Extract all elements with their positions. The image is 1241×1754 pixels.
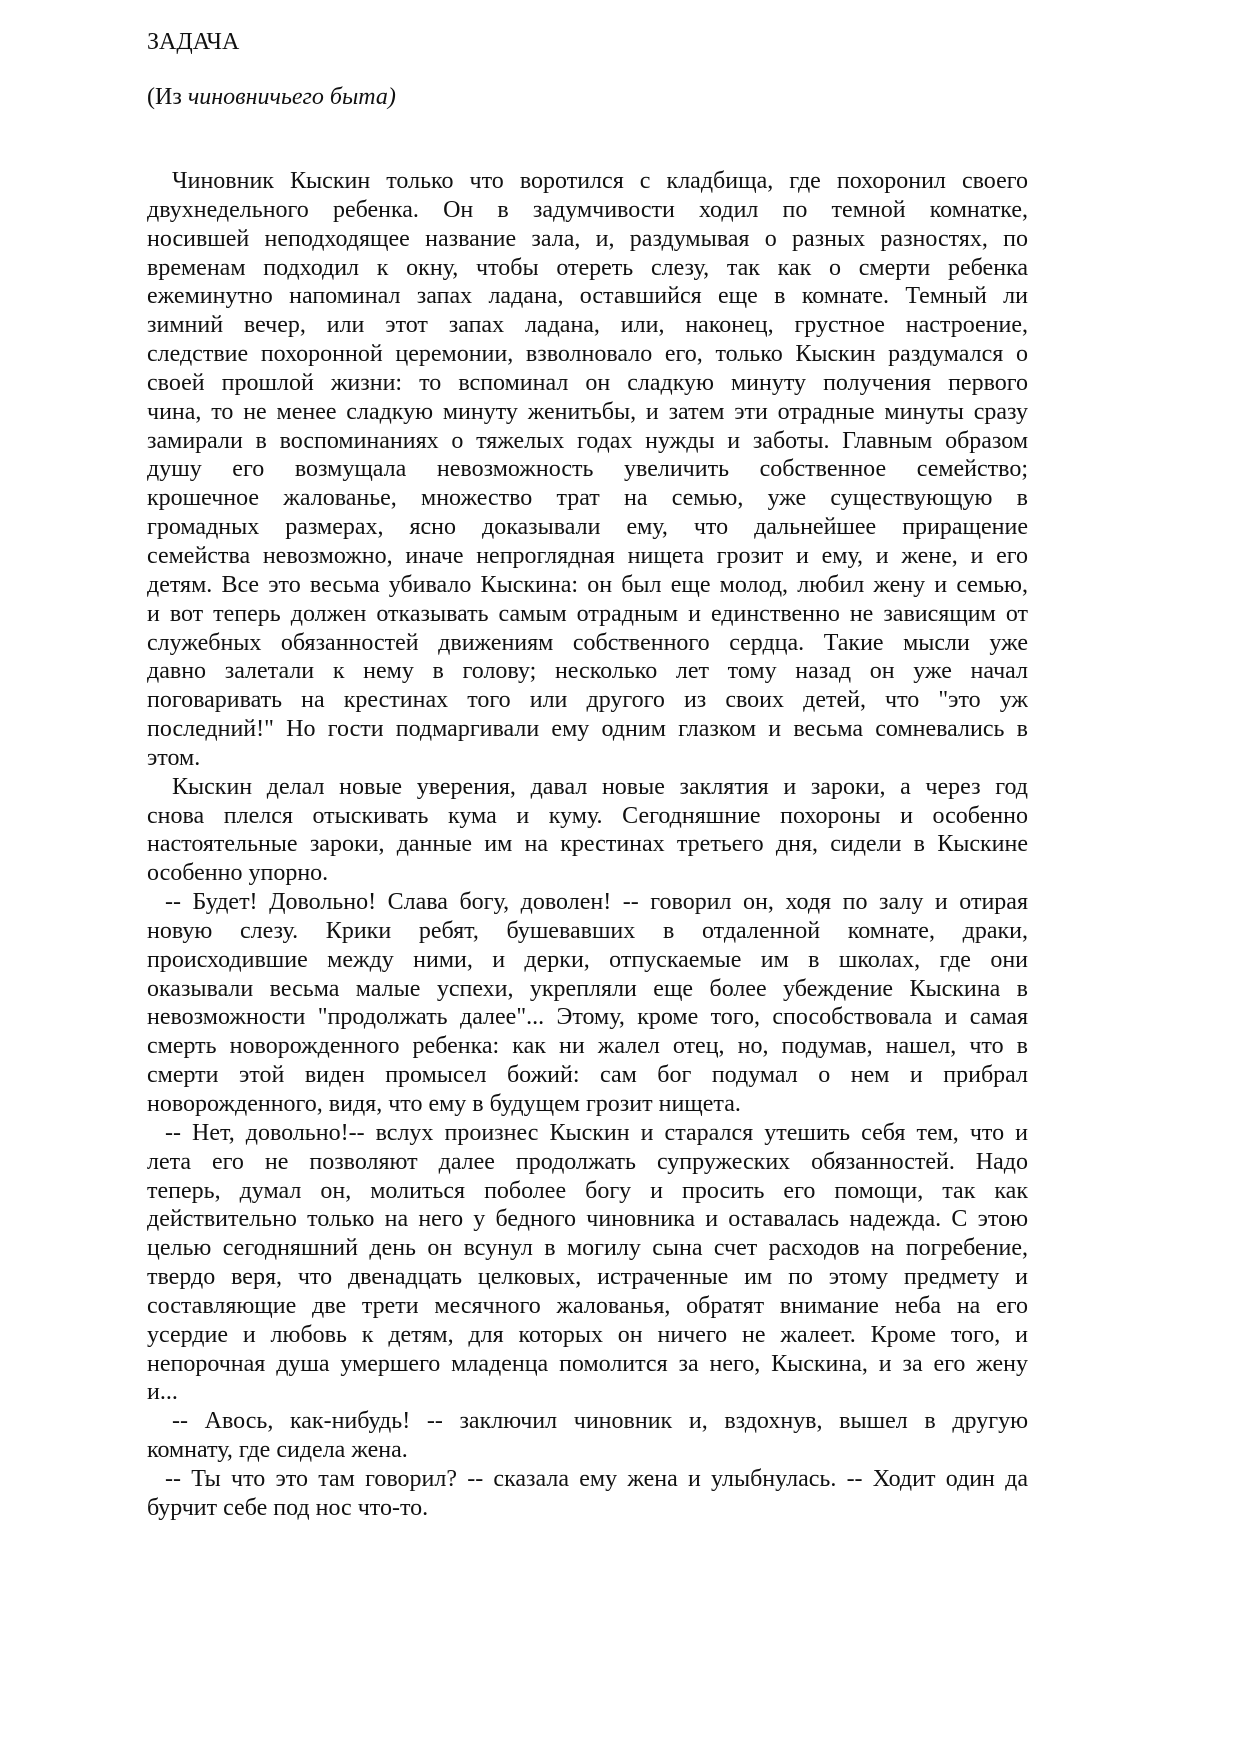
- text-line: громадных размерах, ясно доказывали ему, что дальнейшее приращение: [147, 514, 1028, 541]
- text-line: и...: [147, 1379, 178, 1406]
- text-line: -- Нет, довольно!-- вслух произнес Кыскин и старался утешить себя тем, что и: [165, 1119, 1028, 1146]
- document-title: ЗАДАЧА: [147, 29, 240, 55]
- text-line: Кыскин делал новые уверения, давал новые заклятия и зароки, а через год: [172, 773, 1028, 800]
- text-line: следствие похоронной церемонии, взволновало его, только Кыскин раздумался о: [147, 341, 1028, 368]
- text-line: последний!" Но гости подмаргивали ему одним глазком и весьма сомневались в: [147, 716, 1028, 743]
- text-line: служебных обязанностей движениям собственного сердца. Такие мысли уже: [147, 629, 1028, 656]
- text-line: настоятельные зароки, данные им на крестинах третьего дня, сидели в Кыскине: [147, 831, 1028, 858]
- paragraph: [147, 1119, 1028, 1407]
- text-line: происходившие между ними, и дерки, отпускаемые им в школах, где они: [147, 946, 1028, 973]
- text-line: комнату, где сидела жена.: [147, 1437, 408, 1464]
- text-line: ежеминутно напоминал запах ладана, оставшийся еще в комнате. Темный ли: [147, 283, 1028, 310]
- paragraph: [147, 1465, 1028, 1523]
- text-line: замирали в воспоминаниях о тяжелых годах нужды и заботы. Главным образом: [147, 427, 1028, 454]
- text-line: целью сегодняшний день он всунул в могилу сына счет расходов на погребение,: [147, 1235, 1028, 1262]
- text-line: бурчит себе под нос что-то.: [147, 1494, 429, 1521]
- paragraph: [147, 888, 1028, 1119]
- text-line: лета его не позволяют далее продолжать супружеских обязанностей. Надо: [147, 1148, 1028, 1175]
- text-line: душу его возмущала невозможность увеличить собственное семейство;: [147, 456, 1028, 483]
- subtitle-italic: чиновничьего быта): [187, 84, 396, 110]
- text-line: снова плелся отыскивать кума и куму. Сегодняшние похороны и особенно: [147, 802, 1028, 829]
- text-line: своей прошлой жизни: то вспоминал он сладкую минуту получения первого: [147, 369, 1028, 396]
- text-line: -- Ты что это там говорил? -- сказала ему жена и улыбнулась. -- Ходит один да: [165, 1465, 1028, 1492]
- text-line: смерти этой виден промысел божий: сам бог подумал о нем и прибрал: [147, 1062, 1028, 1089]
- text-line: невозможности "продолжать далее"... Этому, кроме того, способствовала и самая: [147, 1004, 1028, 1031]
- text-line: особенно упорно.: [147, 860, 329, 887]
- text-line: -- Будет! Довольно! Слава богу, доволен! -- говорил он, ходя по залу и отирая: [165, 889, 1028, 916]
- text-line: семейства невозможно, иначе непроглядная нищета грозит и ему, и жене, и его: [147, 542, 1028, 569]
- text-line: твердо веря, что двенадцать целковых, истраченные им по этому предмету и: [147, 1264, 1028, 1291]
- text-line: чина, то не менее сладкую минуту женитьбы, и затем эти отрадные минуты сразу: [147, 398, 1028, 425]
- text-line: двухнедельного ребенка. Он в задумчивости ходил по темной комнатке,: [147, 196, 1028, 223]
- text-line: теперь, думал он, молиться поболее богу и просить его помощи, так как: [147, 1177, 1028, 1204]
- paragraph: [147, 1407, 1028, 1465]
- text-line: и вот теперь должен отказывать самым отрадным и единственно не зависящим от: [147, 600, 1028, 627]
- text-line: оказывали весьма малые успехи, укрепляли еще более убеждение Кыскина в: [147, 975, 1028, 1002]
- text-line: действительно только на него у бедного чиновника и оставалась надежда. С этою: [147, 1206, 1028, 1233]
- text-line: составляющие две трети месячного жалованья, обратят внимание неба на его: [147, 1292, 1028, 1319]
- text-line: усердие и любовь к детям, для которых он ничего не жалеет. Кроме того, и: [147, 1321, 1028, 1348]
- document-body: [147, 167, 1028, 1523]
- text-line: новую слезу. Крики ребят, бушевавших в отдаленной комнате, драки,: [147, 917, 1028, 944]
- text-line: поговаривать на крестинах того или другого из своих детей, что "это уж: [147, 687, 1028, 714]
- text-line: новорожденного, видя, что ему в будущем грозит нищета.: [147, 1091, 741, 1117]
- text-line: зимний вечер, или этот запах ладана, или, наконец, грустное настроение,: [147, 312, 1028, 339]
- text-line: крошечное жалованье, множество трат на семью, уже существующую в: [147, 485, 1028, 512]
- document-subtitle: [147, 83, 396, 112]
- text-line: детям. Все это весьма убивало Кыскина: он был еще молод, любил жену и семью,: [147, 571, 1028, 598]
- text-line: давно залетали к нему в голову; несколько лет тому назад он уже начал: [147, 658, 1028, 685]
- text-line: носившей неподходящее название зала, и, раздумывая о разных разностях, по: [147, 225, 1028, 252]
- text-line: временам подходил к окну, чтобы отереть слезу, так как о смерти ребенка: [147, 254, 1028, 281]
- text-line: этом.: [147, 744, 201, 771]
- text-line: непорочная душа умершего младенца помолится за него, Кыскина, и за его жену: [147, 1350, 1028, 1377]
- text-line: -- Авось, как-нибудь! -- заключил чиновник и, вздохнув, вышел в другую: [172, 1408, 1028, 1435]
- paragraph: [147, 167, 1028, 773]
- text-line: смерть новорожденного ребенка: как ни жалел отец, но, подумав, нашел, что в: [147, 1033, 1028, 1060]
- subtitle-open: (Из: [147, 84, 188, 110]
- paragraph: [147, 773, 1028, 888]
- text-line: Чиновник Кыскин только что воротился с кладбища, где похоронил своего: [172, 168, 1028, 194]
